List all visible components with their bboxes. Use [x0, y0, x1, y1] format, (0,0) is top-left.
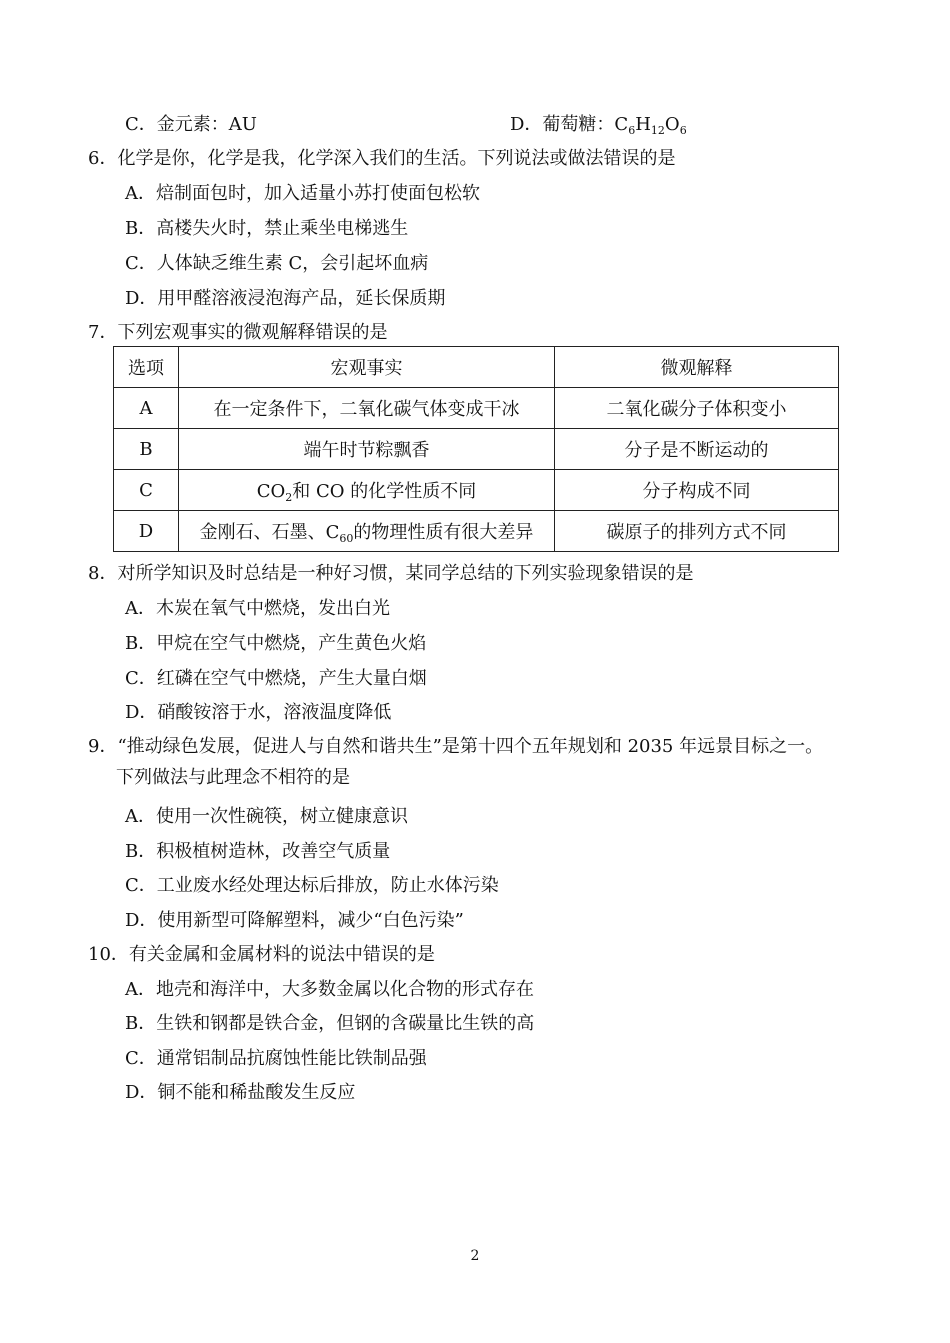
q8-option-d: D．硝酸铵溶于水，溶液温度降低 — [125, 702, 392, 723]
q9-option-d: D．使用新型可降解塑料，减少“白色污染” — [125, 910, 464, 931]
table-cell: A — [114, 388, 179, 429]
q8-stem: 8．对所学知识及时总结是一种好习惯，某同学总结的下列实验现象错误的是 — [88, 563, 694, 584]
q10-option-c: C．通常铝制品抗腐蚀性能比铁制品强 — [125, 1048, 427, 1069]
q7-stem: 7．下列宏观事实的微观解释错误的是 — [88, 322, 388, 343]
q6-stem: 6．化学是你，化学是我，化学深入我们的生活。下列说法或做法错误的是 — [88, 148, 676, 169]
q6-option-a: A．焙制面包时，加入适量小苏打使面包松软 — [125, 183, 480, 204]
q10-option-b: B．生铁和钢都是铁合金，但钢的含碳量比生铁的高 — [125, 1013, 535, 1034]
table-row — [114, 511, 839, 552]
table-cell: D — [114, 511, 179, 552]
table-cell: 分子构成不同 — [555, 470, 839, 511]
q9-stem-line1: 9．“推动绿色发展，促进人与自然和谐共生”是第十四个五年规划和 2035 年远景目标之一。 — [88, 736, 824, 757]
q9-stem-line2: 下列做法与此理念不相符的是 — [116, 767, 350, 788]
q9-option-c: C．工业废水经处理达标后排放，防止水体污染 — [125, 875, 499, 896]
q6-option-d: D．用甲醛溶液浸泡海产品，延长保质期 — [125, 288, 446, 309]
page-number: 2 — [470, 1248, 480, 1264]
q6-option-b: B．高楼失火时，禁止乘坐电梯逃生 — [125, 218, 409, 239]
table-header-cell: 微观解释 — [555, 347, 839, 388]
q9-option-b: B．积极植树造林，改善空气质量 — [125, 841, 391, 862]
table-cell: C — [114, 470, 179, 511]
table-header-row — [114, 347, 839, 388]
q5-option-c: C．金元素：AU — [125, 114, 257, 135]
q5-option-d: D．葡萄糖：$C_6H_{12}O_6$ — [510, 114, 687, 137]
table-header-cell: 宏观事实 — [179, 347, 555, 388]
table-cell: B — [114, 429, 179, 470]
table-row — [114, 470, 839, 511]
table-cell: $CO_2$和 CO 的化学性质不同 — [179, 470, 555, 511]
table-cell: 金刚石、石墨、$C_{60}$的物理性质有很大差异 — [179, 511, 555, 552]
q8-option-b: B．甲烷在空气中燃烧，产生黄色火焰 — [125, 633, 427, 654]
table-cell: 在一定条件下，二氧化碳气体变成干冰 — [179, 388, 555, 429]
q10-option-a: A．地壳和海洋中，大多数金属以化合物的形式存在 — [125, 979, 534, 1000]
q10-stem: 10．有关金属和金属材料的说法中错误的是 — [88, 944, 435, 965]
table-row — [114, 388, 839, 429]
q8-option-c: C．红磷在空气中燃烧，产生大量白烟 — [125, 668, 427, 689]
q10-option-d: D．铜不能和稀盐酸发生反应 — [125, 1082, 356, 1103]
table-cell: 分子是不断运动的 — [555, 429, 839, 470]
q8-option-a: A．木炭在氧气中燃烧，发出白光 — [125, 598, 390, 619]
table-row — [114, 429, 839, 470]
table-cell: 碳原子的排列方式不同 — [555, 511, 839, 552]
table-cell: 端午时节粽飘香 — [179, 429, 555, 470]
q6-option-c: C．人体缺乏维生素 C，会引起坏血病 — [125, 253, 429, 274]
q7-table — [113, 346, 839, 552]
q9-option-a: A．使用一次性碗筷，树立健康意识 — [125, 806, 408, 827]
table-cell: 二氧化碳分子体积变小 — [555, 388, 839, 429]
table-header-cell: 选项 — [114, 347, 179, 388]
